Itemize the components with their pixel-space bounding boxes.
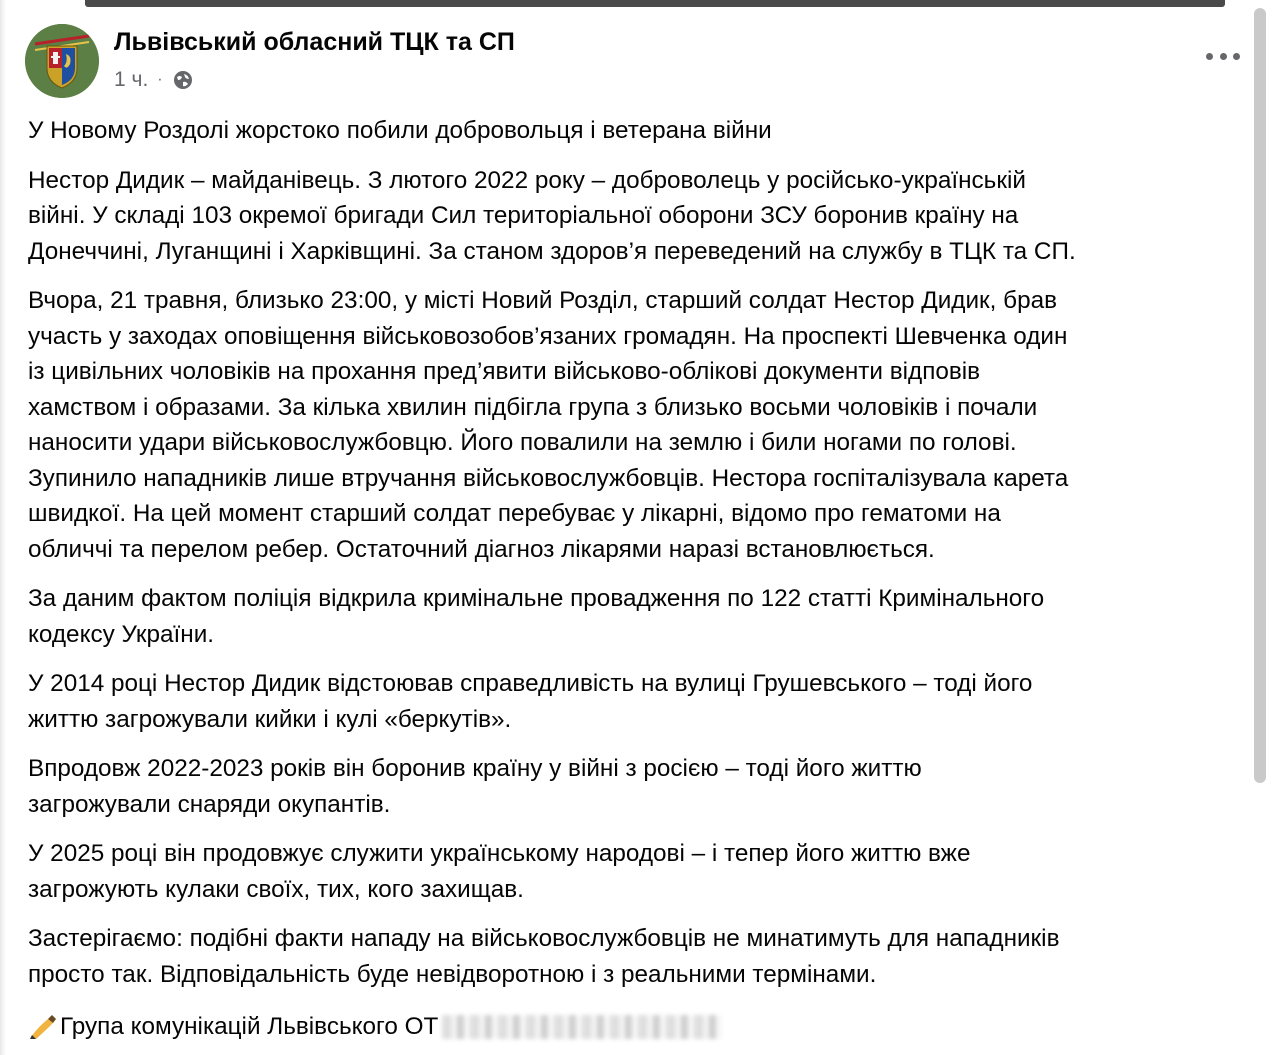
left-edge-shadow	[0, 0, 6, 1055]
more-dot	[1220, 53, 1227, 60]
signature-text: Група комунікацій Львівського ОТ	[60, 1013, 439, 1040]
post-body	[28, 113, 1250, 1006]
text-line: Зупинило нападників лише втручання військовослужбовців. Нестора госпіталізувала карета	[28, 464, 1069, 492]
text-line: Застерігаємо: подібні факти нападу на військовослужбовців не минатимуть для нападників	[28, 925, 1060, 952]
more-options-icon[interactable]	[1206, 46, 1240, 66]
paragraph-6	[28, 836, 1250, 907]
text-line: обличчі та перелом ребер. Остаточний діагноз лікарями наразі встановлюється.	[28, 535, 935, 563]
text-line: життю загрожували кийки і кулі «беркутів».	[28, 705, 512, 733]
text-line: участь у заходах оповіщення військовозобов’язаних громадян. На проспекті Шевченка один	[28, 322, 1068, 350]
post-time-link[interactable]: 1 ч.	[114, 68, 149, 91]
text-line: кодексу України.	[28, 620, 215, 648]
paragraph-7	[28, 921, 1250, 992]
text-line: загрожують кулаки своїх, тих, кого захищав.	[28, 875, 524, 903]
emblem-avatar-icon	[25, 24, 99, 98]
text-line: У 2014 році Нестор Дидик відстоював справедливість на вулиці Грушевського – тоді його	[28, 670, 1033, 697]
text-line: наносити удари військовослужбовцю. Його повалили на землю і били ногами по голові.	[28, 429, 1017, 456]
text-line: загрожували снаряди окупантів.	[28, 790, 391, 818]
text-line: війні. У складі 103 окремої бригади Сил територіальної оборони ЗСУ боронив країну на	[28, 202, 1019, 229]
text-line: Впродовж 2022-2023 років він боронив країну у війні з росією – тоді його життю	[28, 755, 922, 782]
paragraph-1	[28, 163, 1250, 270]
text-line: із цивільних чоловіків на прохання пред’явити військово-облікові документи відповів	[28, 358, 981, 385]
text-line: У 2025 році він продовжує служити українському народові – і тепер його життю вже	[28, 840, 971, 867]
more-dot	[1206, 53, 1213, 60]
scrollbar-thumb[interactable]	[1254, 8, 1266, 783]
post-meta	[114, 68, 193, 92]
more-dot	[1233, 53, 1240, 60]
page-avatar[interactable]	[25, 24, 99, 98]
window-top-bar	[85, 0, 1225, 7]
writing-hand-icon	[28, 1013, 58, 1041]
globe-icon[interactable]	[173, 70, 193, 90]
post-title: У Новому Роздолі жорстоко побили добровольця і ветерана війни	[28, 117, 772, 144]
paragraph-2	[28, 283, 1250, 567]
paragraph-3	[28, 581, 1250, 652]
post-header	[25, 24, 1240, 100]
text-line: швидкої. На цей момент старший солдат перебуває у лікарні, відомо про гематоми на	[28, 500, 1001, 527]
text-line: Донеччині, Луганщині і Харківщині. За станом здоров’я переведений на службу в ТЦК та СП.	[28, 237, 1076, 265]
paragraph-5	[28, 751, 1250, 822]
post-signature	[28, 1009, 722, 1044]
meta-separator: ·	[157, 71, 163, 88]
page-name-link[interactable]: Львівський обласний ТЦК та СП	[114, 28, 515, 56]
text-line: Нестор Дидик – майданівець. З лютого 2022 року – доброволець у російсько-українській	[28, 166, 1026, 194]
text-line: Вчора, 21 травня, близько 23:00, у місті Новий Розділ, старший солдат Нестор Дидик, брав	[28, 287, 1057, 314]
paragraph-4	[28, 666, 1250, 737]
text-line: За даним фактом поліція відкрила кримінальне провадження по 122 статті Кримінального	[28, 585, 1045, 612]
blurred-text	[442, 1015, 722, 1039]
text-line: хамством і образами. За кілька хвилин підбігла група з близько восьми чоловіків і почали	[28, 393, 1038, 421]
text-line: просто так. Відповідальність буде невідворотною і з реальними термінами.	[28, 960, 877, 988]
